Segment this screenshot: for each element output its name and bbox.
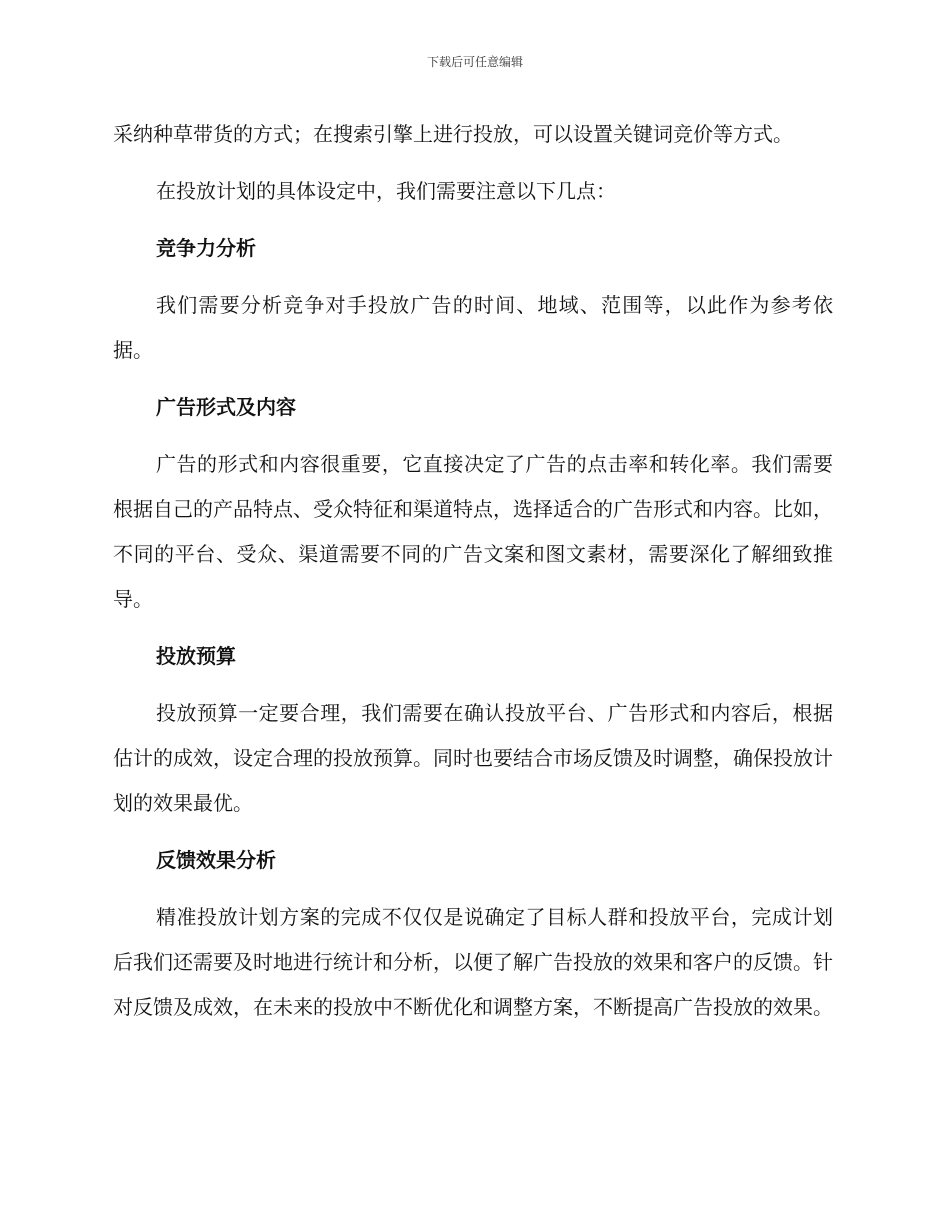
paragraph-ad-format-content: 广告的形式和内容很重要，它直接决定了广告的点击率和转化率。我们需要根据自己的产品特点、受众特征和渠道特点，选择适合的广告形式和内容。比如，不同的平台、受众、渠道需要不同的广告文案和图文素材，需要深化了解细致推导。 [113,452,833,611]
paragraph-budget: 投放预算一定要合理，我们需要在确认投放平台、广告形式和内容后，根据估计的成效，设定合理的投放预算。同时也要结合市场反馈及时调整，确保投放计划的效果最优。 [113,701,833,815]
document-body [113,112,833,1042]
header-note: 下载后可任意编辑 [426,55,523,69]
heading-competition-analysis: 竞争力分析 [156,236,256,260]
heading-feedback-analysis: 反馈效果分析 [156,848,276,872]
paragraph-competition-analysis: 我们需要分析竞争对手投放广告的时间、地域、范围等，以此作为参考依据。 [113,293,833,362]
paragraph-feedback-analysis: 精准投放计划方案的完成不仅仅是说确定了目标人群和投放平台，完成计划后我们还需要及时地进行统计和分析，以便了解广告投放的效果和客户的反馈。针对反馈及成效，在未来的投放中不断优化和调整方案，不断提高广告投放的效果。 [113,905,833,1019]
paragraph-plan-settings: 在投放计划的具体设定中，我们需要注意以下几点： [156,179,616,203]
heading-ad-format-content: 广告形式及内容 [156,395,296,419]
paragraph-intro-continuation: 采纳种草带货的方式；在搜索引擎上进行投放，可以设置关键词竞价等方式。 [113,122,793,146]
heading-budget: 投放预算 [156,644,236,668]
